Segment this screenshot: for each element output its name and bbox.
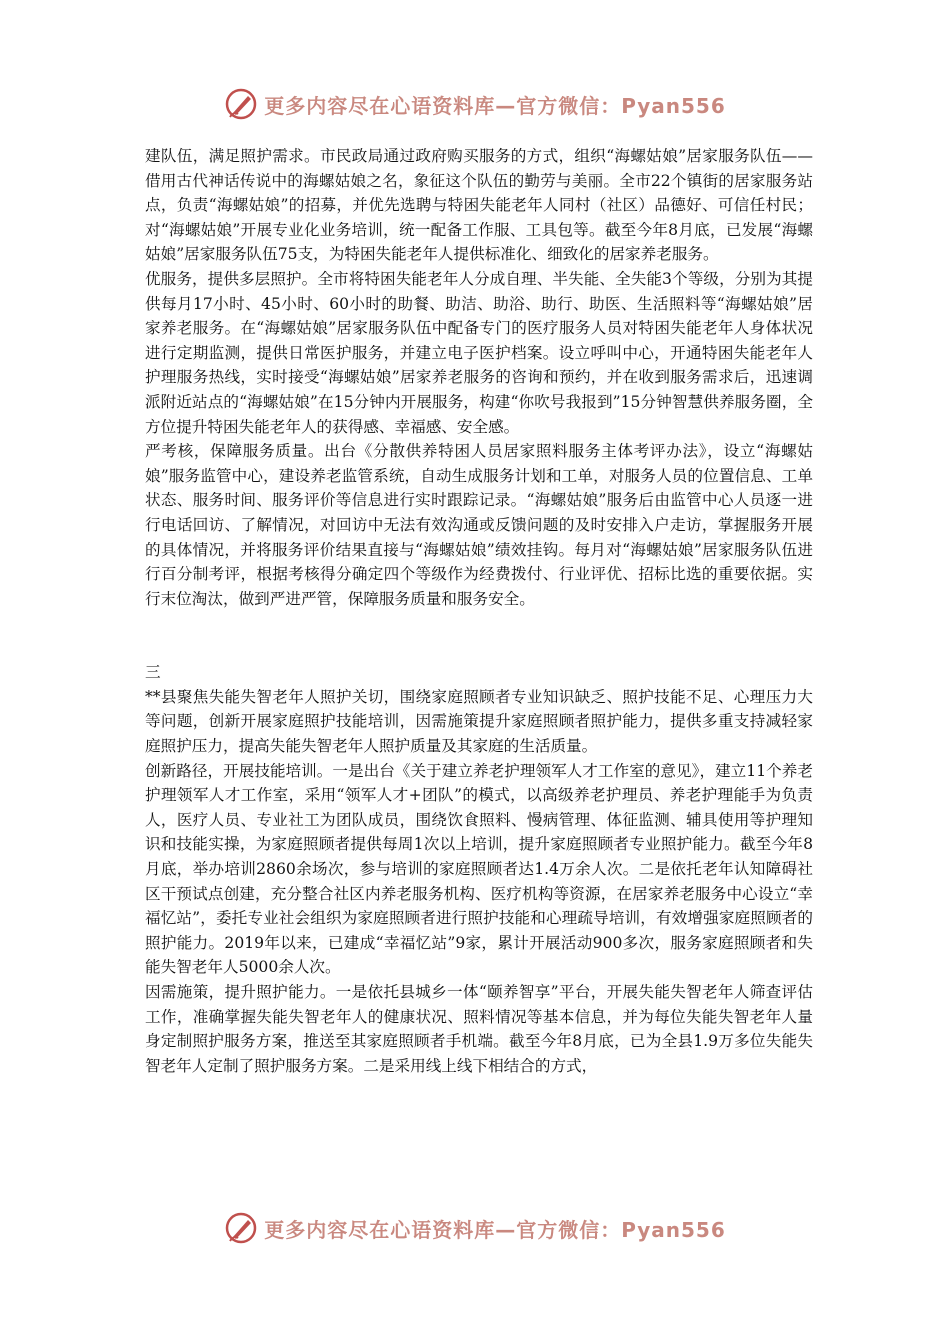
banner-text: 更多内容尽在心语资料库—官方微信：Pyan556 bbox=[264, 93, 726, 118]
paragraph: 优服务，提供多层照护。全市将特困失能老年人分成自理、半失能、全失能3个等级，分别为其提供每月17小时、45小时、60小时的助餐、助洁、助浴、助行、助医、生活照料等“海螺姑娘”居家养老服务。在“海螺姑娘”居家服务队伍中配备专门的医疗服务人员对特困失能老年人身体状况进行定期监测，提供日常医护服务，并建立电子医护档案。设立呼叫中心，开通特困失能老年人护理服务热线，实时接受“海螺姑娘”居家养老服务的咨询和预约，并在收到服务需求后，迅速调派附近站点的“海螺姑娘”在15分钟内开展服务，构建“你吹号我报到”15分钟智慧供养服务圈，全方位提升特困失能老年人的获得感、幸福感、安全感。 bbox=[145, 269, 813, 436]
footer-banner bbox=[0, 1208, 950, 1248]
header-banner bbox=[0, 84, 950, 124]
spacer bbox=[145, 611, 813, 660]
section-heading: 三 bbox=[145, 663, 161, 682]
paragraph: 严考核，保障服务质量。出台《分散供养特困人员居家照料服务主体考评办法》，设立“海螺姑娘”服务监管中心，建设养老监管系统，自动生成服务计划和工单，对服务人员的位置信息、工单状态、服务时间、服务评价等信息进行实时跟踪记录。“海螺姑娘”服务后由监管中心人员逐一进行电话回访、了解情况，对回访中无法有效沟通或反馈问题的及时安排入户走访，掌握服务开展的具体情况，并将服务评价结果直接与“海螺姑娘”绩效挂钩。每月对“海螺姑娘”居家服务队伍进行百分制考评，根据考核得分确定四个等级作为经费拨付、行业评优、招标比选的重要依据。实行末位淘汰，做到严进严管，保障服务质量和服务安全。 bbox=[145, 442, 813, 608]
pen-circle-logo-icon bbox=[224, 87, 258, 121]
paragraph: **县聚焦失能失智老年人照护关切，围绕家庭照顾者专业知识缺乏、照护技能不足、心理压力大等问题，创新开展家庭照护技能培训，因需施策提升家庭照顾者照护能力，提供多重支持减轻家庭照护压力，提高失能失智老年人照护质量及其家庭的生活质量。 bbox=[145, 687, 813, 756]
paragraph: 因需施策，提升照护能力。一是依托县城乡一体“颐养智享”平台，开展失能失智老年人筛查评估工作，准确掌握失能失智老年人的健康状况、照料情况等基本信息，并为每位失能失智老年人量身定制照护服务方案，推送至其家庭照顾者手机端。截至今年8月底，已为全县1.9万多位失能失智老年人定制了照护服务方案。二是采用线上线下相结合的方式， bbox=[145, 983, 813, 1075]
banner-text: 更多内容尽在心语资料库—官方微信：Pyan556 bbox=[264, 1217, 726, 1242]
paragraph: 创新路径，开展技能培训。一是出台《关于建立养老护理领军人才工作室的意见》，建立11个养老护理领军人才工作室，采用“领军人才+团队”的模式，以高级养老护理员、养老护理能手为负责人，医疗人员、专业社工为团队成员，围绕饮食照料、慢病管理、体征监测、辅具使用等护理知识和技能实操，为家庭照顾者提供每周1次以上培训，提升家庭照顾者专业照护能力。截至今年8月底，举办培训2860余场次，参与培训的家庭照顾者达1.4万余人次。二是依托老年认知障碍社区干预试点创建，充分整合社区内养老服务机构、医疗机构等资源，在居家养老服务中心设立“幸福忆站”，委托专业社会组织为家庭照顾者进行照护技能和心理疏导培训，有效增强家庭照顾者的照护能力。2019年以来，已建成“幸福忆站”9家，累计开展活动900多次，服务家庭照顾者和失能失智老年人5000余人次。 bbox=[145, 761, 813, 977]
pen-circle-logo-icon bbox=[224, 1211, 258, 1245]
document-body bbox=[145, 144, 813, 1078]
paragraph: 建队伍，满足照护需求。市民政局通过政府购买服务的方式，组织“海螺姑娘”居家服务队伍——借用古代神话传说中的海螺姑娘之名，象征这个队伍的勤劳与美丽。全市22个镇街的居家服务站点，负责“海螺姑娘”的招募，并优先选聘与特困失能老年人同村（社区）品德好、可信任村民；对“海螺姑娘”开展专业化业务培训，统一配备工作服、工具包等。截至今年8月底，已发展“海螺姑娘”居家服务队伍75支，为特困失能老年人提供标准化、细致化的居家养老服务。 bbox=[145, 147, 813, 264]
